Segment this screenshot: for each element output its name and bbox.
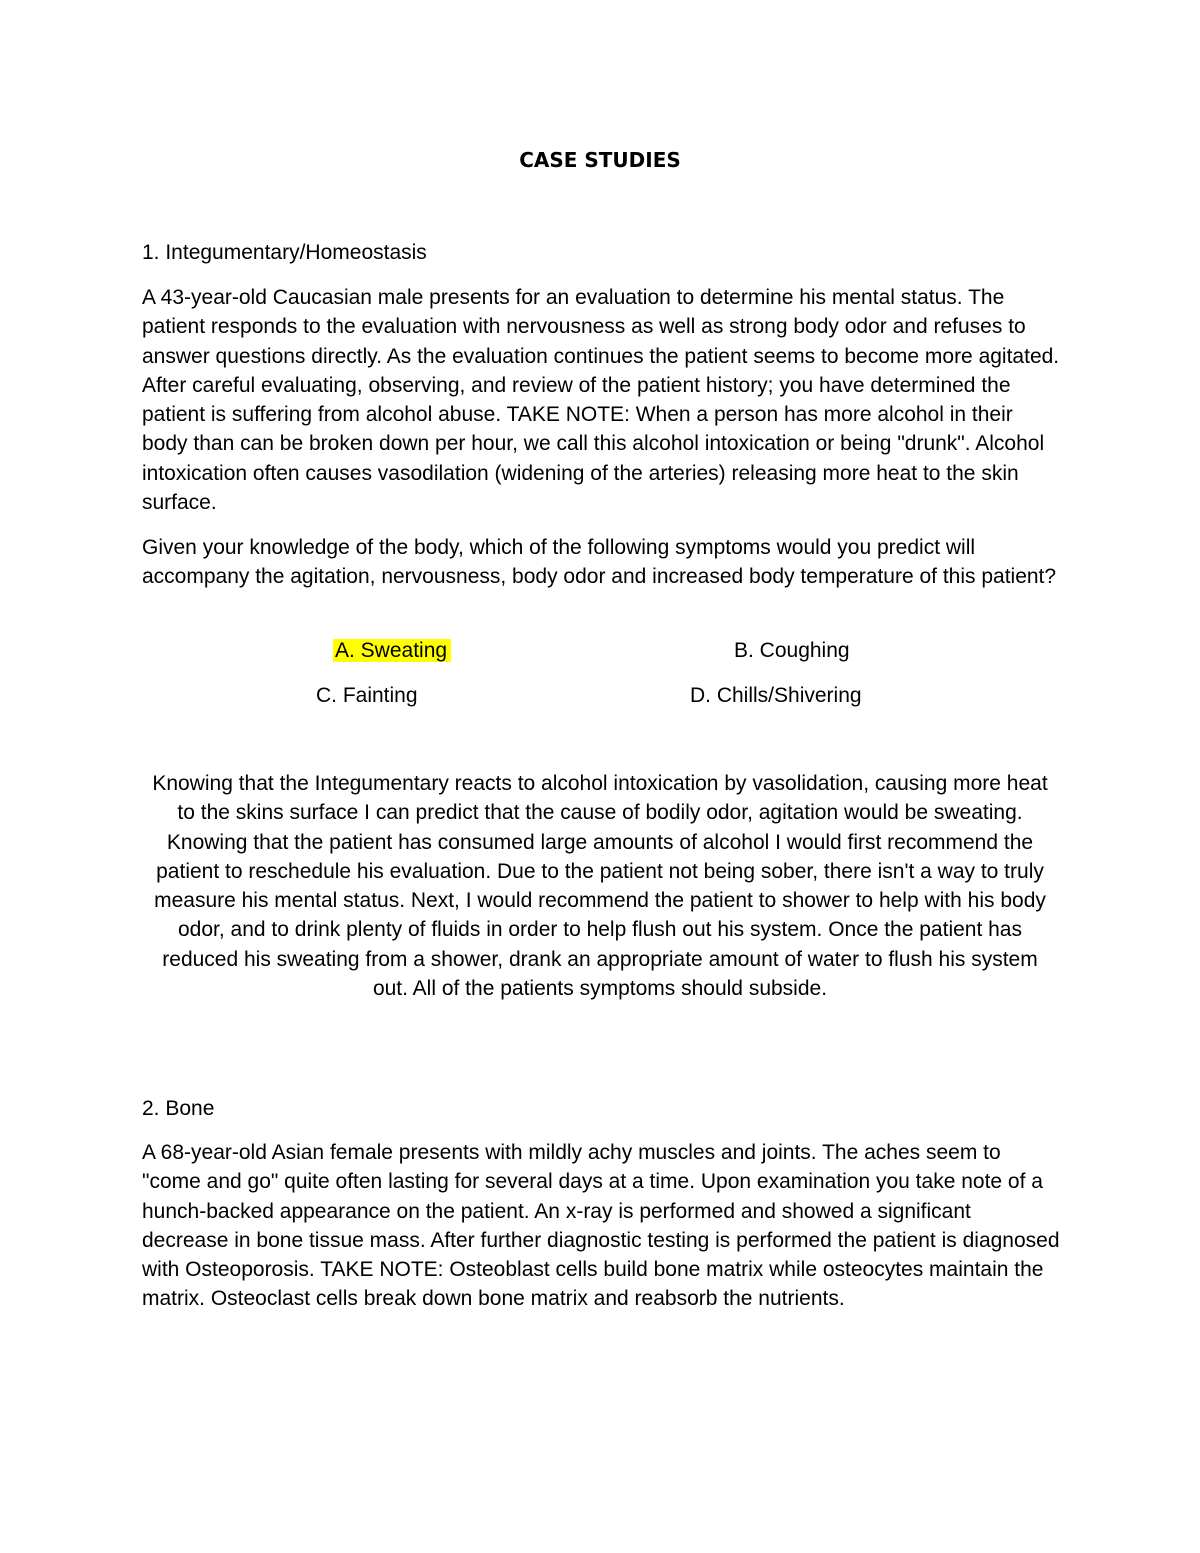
case1-question: Given your knowledge of the body, which of the following symptoms would you predict will accompany the agitation, nervousness, body odor and increased body temperature of this patient? — [142, 536, 1057, 589]
option-a — [333, 636, 451, 665]
option-c: C. Fainting — [316, 684, 418, 707]
option-b: B. Coughing — [734, 639, 850, 662]
document-title: CASE STUDIES — [519, 148, 681, 172]
case2-heading: 2. Bone — [142, 1097, 215, 1120]
option-d: D. Chills/Shivering — [690, 684, 862, 707]
case1-answer: Knowing that the Integumentary reacts to alcohol intoxication by vasolidation, causing more heat to the skins surface I can predict that the cause of bodily odor, agitation would be sweating. Knowing that the patient has consumed large amounts of alcohol I would first recommend the patient to reschedule his evaluation. Due to the patient not being sober, there isn't a way to truly measure his mental status. Next, I would recommend the patient to shower to help with his body odor, and to drink plenty of fluids in order to help flush out his system. Once the patient has reduced his sweating from a shower, drank an appropriate amount of water to flush his system out. All of the patients symptoms should subside. — [152, 772, 1048, 1001]
case1-scenario: A 43-year-old Caucasian male presents for an evaluation to determine his mental status. The patient responds to the evaluation with nervousness as well as strong body odor and refuses to answer questions directly. As the evaluation continues the patient seems to become more agitated. After careful evaluating, observing, and review of the patient history; you have determined the patient is suffering from alcohol abuse. TAKE NOTE: When a person has more alcohol in their body than can be broken down per hour, we call this alcohol intoxication or being "drunk". Alcohol intoxication often causes vasodilation (widening of the arteries) releasing more heat to the skin surface. — [142, 286, 1060, 515]
case2-scenario: A 68-year-old Asian female presents with mildly achy muscles and joints. The aches seem to "come and go" quite often lasting for several days at a time. Upon examination you take note of a hunch-backed appearance on the patient. An x-ray is performed and showed a significant decrease in bone tissue mass. After further diagnostic testing is performed the patient is diagnosed with Osteoporosis. TAKE NOTE: Osteoblast cells build bone matrix while osteocytes maintain the matrix. Osteoclast cells break down bone matrix and reabsorb the nutrients. — [142, 1141, 1060, 1311]
option-a-highlight: A. Sweating — [333, 639, 451, 662]
case1-heading: 1. Integumentary/Homeostasis — [142, 241, 427, 264]
